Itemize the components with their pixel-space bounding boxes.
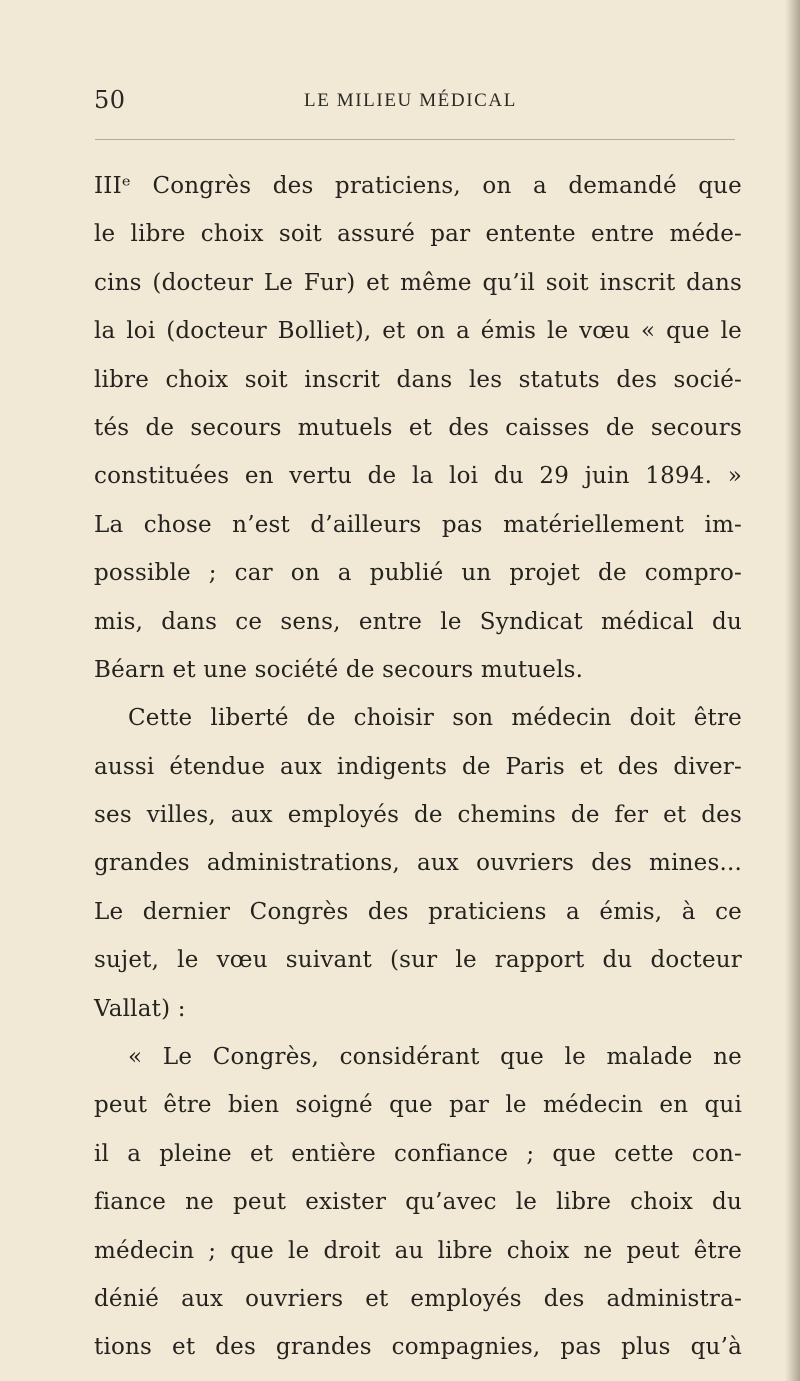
text-line: fiance ne peut exister qu’avec le libre choix du <box>94 1189 742 1216</box>
text-line: Le dernier Congrès des praticiens a émis, à ce <box>94 898 742 925</box>
text-line: il a pleine et entière confiance ; que cette con- <box>94 1140 742 1167</box>
text-line: sujet, le vœu suivant (sur le rapport du docteur <box>94 947 742 974</box>
text-line: dénié aux ouvriers et employés des administra- <box>94 1285 742 1312</box>
text-line: « Le Congrès, considérant que le malade ne <box>128 1044 742 1071</box>
text-line: IIIᵉ Congrès des praticiens, on a demandé que <box>94 173 742 199</box>
text-line: grandes administrations, aux ouvriers des mines... <box>94 850 742 877</box>
text-line: aussi étendue aux indigents de Paris et des diver- <box>94 753 742 780</box>
text-line: mis, dans ce sens, entre le Syndicat médical du <box>94 608 742 635</box>
running-head: LE MILIEU MÉDICAL <box>304 90 517 111</box>
text-line: ses villes, aux employés de chemins de fer et des <box>94 802 742 829</box>
text-line: peut être bien soigné que par le médecin en qui <box>94 1092 742 1119</box>
text-line: tés de secours mutuels et des caisses de secours <box>94 414 742 441</box>
page-number: 50 <box>94 86 126 114</box>
text-line: la loi (docteur Bolliet), et on a émis le vœu « que le <box>94 318 742 345</box>
text-line: La chose n’est d’ailleurs pas matériellement im- <box>94 511 742 538</box>
text-line: tions et des grandes compagnies, pas plus qu’à <box>94 1334 742 1361</box>
header-rule <box>95 139 735 140</box>
text-line: médecin ; que le droit au libre choix ne peut être <box>94 1237 742 1264</box>
body-text <box>94 162 742 1372</box>
text-line: Béarn et une société de secours mutuels. <box>94 656 584 683</box>
text-line: constituées en vertu de la loi du 29 juin 1894. » <box>94 463 742 490</box>
text-line: le libre choix soit assuré par entente entre méde- <box>94 221 742 248</box>
text-line: possible ; car on a publié un projet de compro- <box>94 560 742 587</box>
text-line: cins (docteur Le Fur) et même qu’il soit inscrit dans <box>94 269 742 296</box>
text-line: Cette liberté de choisir son médecin doit être <box>128 705 742 732</box>
text-line: Vallat) : <box>94 995 186 1022</box>
page-header <box>94 86 724 122</box>
text-line: libre choix soit inscrit dans les statuts des socié- <box>94 366 742 393</box>
